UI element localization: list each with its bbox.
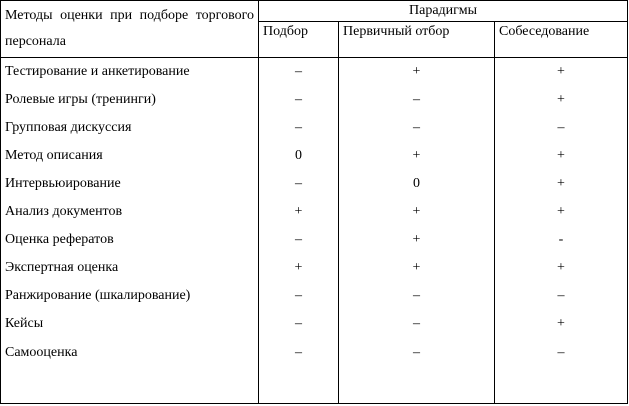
table-row: [1, 338, 628, 404]
value-pervichny-otbor: –: [339, 114, 495, 142]
value-podbor: –: [259, 86, 339, 114]
value-pervichny-otbor: +: [339, 142, 495, 170]
table-row: [1, 57, 628, 85]
value-sobesedovanie: +: [495, 170, 628, 198]
value-pervichny-otbor: +: [339, 226, 495, 254]
column-header-podbor: Подбор: [259, 22, 339, 58]
table-row: [1, 310, 628, 338]
method-name: Ранжирование (шкалирование): [1, 282, 259, 310]
value-podbor: –: [259, 170, 339, 198]
table-row: [1, 114, 628, 142]
value-podbor: +: [259, 254, 339, 282]
method-name: Экспертная оценка: [1, 254, 259, 282]
value-sobesedovanie: –: [495, 282, 628, 310]
method-name: Групповая дискуссия: [1, 114, 259, 142]
value-podbor: +: [259, 198, 339, 226]
value-sobesedovanie: +: [495, 142, 628, 170]
value-sobesedovanie: +: [495, 57, 628, 85]
value-pervichny-otbor: +: [339, 57, 495, 85]
table-row: [1, 254, 628, 282]
method-name: Оценка рефератов: [1, 226, 259, 254]
table-row: [1, 142, 628, 170]
value-sobesedovanie: +: [495, 86, 628, 114]
value-pervichny-otbor: –: [339, 310, 495, 338]
value-podbor: 0: [259, 142, 339, 170]
value-pervichny-otbor: –: [339, 86, 495, 114]
method-name: Интервьюирование: [1, 170, 259, 198]
methods-column-header: Методы оценки при подборе торгового персонала: [1, 1, 259, 58]
method-name: Кейсы: [1, 310, 259, 338]
table-row: [1, 282, 628, 310]
value-pervichny-otbor: –: [339, 282, 495, 310]
method-name: Самооценка: [1, 338, 259, 404]
value-pervichny-otbor: +: [339, 254, 495, 282]
table-row: [1, 86, 628, 114]
value-podbor: –: [259, 226, 339, 254]
value-pervichny-otbor: –: [339, 338, 495, 404]
method-name: Тестирование и анкетирование: [1, 57, 259, 85]
value-pervichny-otbor: 0: [339, 170, 495, 198]
column-header-pervichny-otbor: Первичный отбор: [339, 22, 495, 58]
table-row: [1, 198, 628, 226]
value-sobesedovanie: +: [495, 198, 628, 226]
value-podbor: –: [259, 282, 339, 310]
paradigms-header: Парадигмы: [259, 1, 628, 22]
value-podbor: –: [259, 310, 339, 338]
value-pervichny-otbor: +: [339, 198, 495, 226]
value-podbor: –: [259, 338, 339, 404]
value-sobesedovanie: –: [495, 338, 628, 404]
method-name: Ролевые игры (тренинги): [1, 86, 259, 114]
value-sobesedovanie: -: [495, 226, 628, 254]
method-name: Метод описания: [1, 142, 259, 170]
table-header-row: [1, 1, 628, 22]
value-podbor: –: [259, 57, 339, 85]
table-row: [1, 170, 628, 198]
value-sobesedovanie: +: [495, 310, 628, 338]
value-podbor: –: [259, 114, 339, 142]
method-name: Анализ документов: [1, 198, 259, 226]
column-header-sobesedovanie: Собеседование: [495, 22, 628, 58]
value-sobesedovanie: –: [495, 114, 628, 142]
table-row: [1, 226, 628, 254]
value-sobesedovanie: +: [495, 254, 628, 282]
